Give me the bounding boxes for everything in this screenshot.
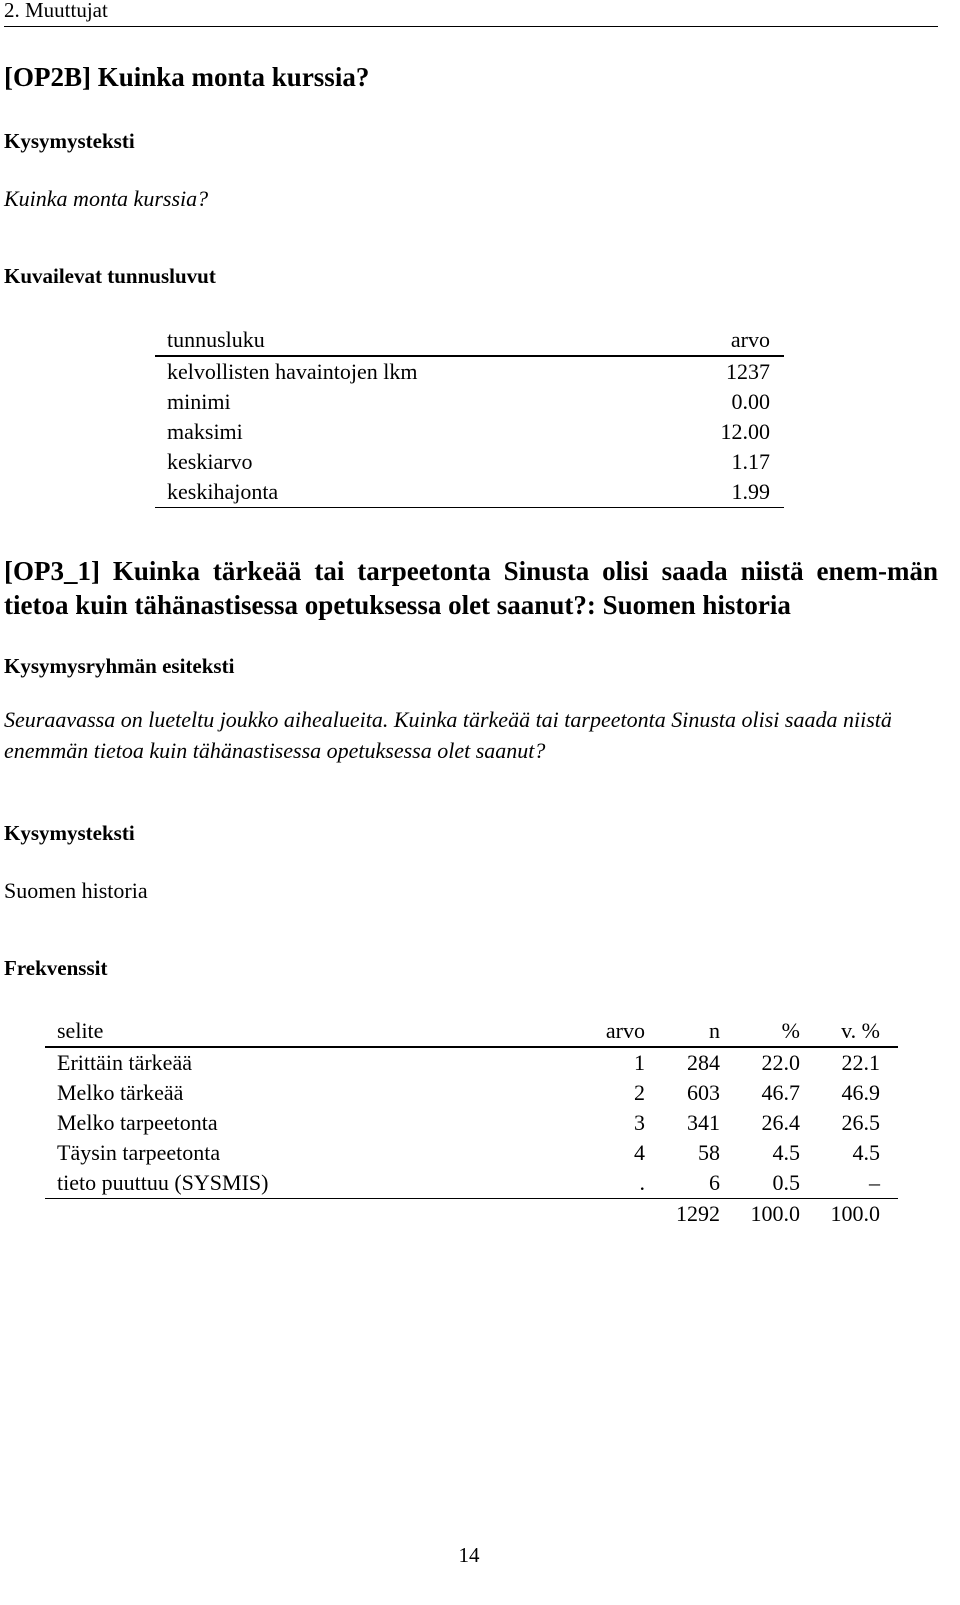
freq-arvo: 1	[634, 1050, 645, 1075]
freq-pct: 46.7	[761, 1080, 800, 1105]
freq-header-vpct: v. %	[800, 1016, 898, 1047]
stats-table	[155, 325, 784, 508]
freq-header-n: n	[645, 1016, 720, 1047]
frequency-table	[45, 1016, 898, 1229]
freq-pct: 22.0	[761, 1050, 800, 1075]
stats-label: keskihajonta	[155, 477, 661, 508]
table-row	[155, 417, 784, 447]
freq-header-selite: selite	[45, 1016, 570, 1047]
chapter-header: 2. Muuttujat	[4, 0, 108, 22]
stats-value: 0.00	[731, 389, 770, 414]
freq-total-vpct: 100.0	[830, 1201, 880, 1226]
freq-arvo: 4	[634, 1140, 645, 1165]
op3-question-text: Suomen historia	[4, 878, 148, 903]
table-row	[155, 477, 784, 508]
op2b-question-text: Kuinka monta kurssia?	[4, 186, 209, 211]
freq-label: Melko tarpeetonta	[57, 1110, 218, 1135]
table-row	[45, 1138, 898, 1168]
page-number: 14	[458, 1543, 480, 1567]
freq-vpct: 22.1	[841, 1050, 880, 1075]
freq-pct: 26.4	[761, 1110, 800, 1135]
stats-label: maksimi	[167, 419, 243, 444]
table-row	[45, 1078, 898, 1108]
op3-group-text: Seuraavassa on lueteltu joukko aihealueita. Kuinka tärkeää tai tarpeetonta Sinusta olisi saada niistä enemmän tietoa kuin tähänastisessa opetuksessa olet saanut?	[4, 707, 892, 763]
freq-pct: 0.5	[720, 1168, 800, 1199]
freq-label: tieto puuttuu (SYSMIS)	[45, 1168, 570, 1199]
op3-question-heading: Kysymysteksti	[4, 821, 135, 845]
freq-pct: 4.5	[772, 1140, 800, 1165]
freq-total-label	[45, 1199, 570, 1230]
table-row	[155, 387, 784, 417]
header-rule	[4, 26, 938, 27]
freq-arvo: 3	[634, 1110, 645, 1135]
freq-label: Melko tärkeää	[57, 1080, 184, 1105]
op2b-stats-heading: Kuvailevat tunnusluvut	[4, 264, 216, 288]
freq-header-pct: %	[720, 1016, 800, 1047]
op3-title	[4, 554, 938, 622]
stats-value: 1.17	[731, 449, 770, 474]
freq-vpct: 26.5	[841, 1110, 880, 1135]
freq-vpct: –	[800, 1168, 898, 1199]
op3-title-text: [OP3_1] Kuinka tärkeää tai tarpeetonta Sinusta olisi saada niistä enem-män tietoa kuin tähänastisessa opetuksessa olet saanut?: Suomen historia	[4, 556, 938, 620]
freq-label: Erittäin tärkeää	[57, 1050, 192, 1075]
stats-label: keskiarvo	[167, 449, 253, 474]
freq-vpct: 4.5	[852, 1140, 880, 1165]
freq-arvo: .	[570, 1168, 645, 1199]
stats-label: minimi	[167, 389, 231, 414]
stats-header-arvo: arvo	[661, 325, 784, 356]
freq-vpct: 46.9	[841, 1080, 880, 1105]
op2b-question-heading: Kysymysteksti	[4, 129, 135, 153]
freq-n: 603	[687, 1080, 720, 1105]
freq-total-n: 1292	[676, 1201, 720, 1226]
table-row	[155, 447, 784, 477]
freq-n: 58	[698, 1140, 720, 1165]
freq-label: Täysin tarpeetonta	[57, 1140, 221, 1165]
total-row	[45, 1199, 898, 1230]
freq-header-arvo: arvo	[570, 1016, 645, 1047]
stats-header-tunnusluku: tunnusluku	[155, 325, 661, 356]
stats-label: kelvollisten havaintojen lkm	[167, 359, 418, 384]
freq-total-arvo	[570, 1199, 645, 1230]
op3-group-heading: Kysymysryhmän esiteksti	[4, 654, 235, 678]
freq-arvo: 2	[634, 1080, 645, 1105]
stats-value: 1237	[726, 359, 770, 384]
freq-n: 341	[687, 1110, 720, 1135]
stats-value: 12.00	[720, 419, 770, 444]
table-row	[45, 1047, 898, 1078]
stats-value: 1.99	[661, 477, 784, 508]
table-row	[45, 1108, 898, 1138]
table-row	[45, 1168, 898, 1199]
op3-freq-heading: Frekvenssit	[4, 956, 108, 980]
freq-n: 6	[645, 1168, 720, 1199]
freq-total-pct: 100.0	[750, 1201, 800, 1226]
table-row	[155, 356, 784, 387]
freq-n: 284	[687, 1050, 720, 1075]
op2b-title: [OP2B] Kuinka monta kurssia?	[4, 62, 370, 92]
